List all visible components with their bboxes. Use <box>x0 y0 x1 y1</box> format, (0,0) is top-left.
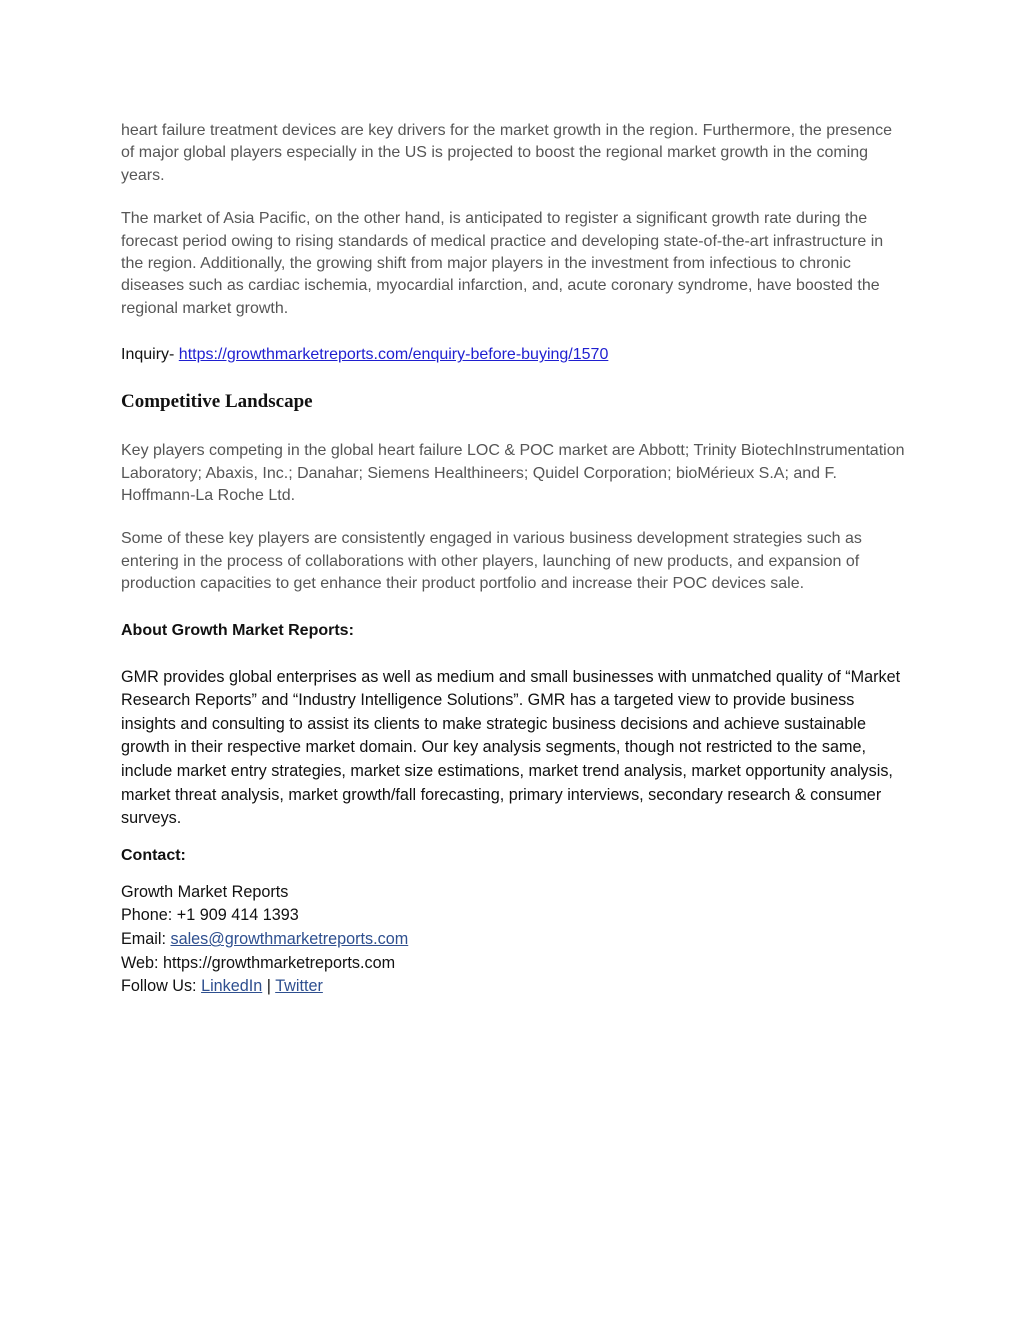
contact-web: Web: https://growthmarketreports.com <box>121 953 396 972</box>
document-page <box>121 120 906 999</box>
paragraph-market-drivers: heart failure treatment devices are key drivers for the market growth in the region. Furthermore, the presence of major global players especially in the US is projected to boost the regional market growth in the coming years. <box>121 122 893 184</box>
follow-label: Follow Us: <box>121 977 202 996</box>
link-separator: | <box>262 977 276 996</box>
about-heading: About Growth Market Reports: <box>121 621 354 639</box>
email-label: Email: <box>121 930 171 949</box>
email-link[interactable]: sales@growthmarketreports.com <box>170 930 409 949</box>
paragraph-about-gmr: GMR provides global enterprises as well as medium and small businesses with unmatched quality of “Market Research Reports” and “Industry Intelligence Solutions”. GMR has a targeted view to provide business insights and consulting to assist its clients to make strategic business decisions and achieve sustainable growth in their respective market domain. Our key analysis segments, though not restricted to the same, include market entry strategies, market size estimations, market trend analysis, market opportunity analysis, market threat analysis, market growth/fall forecasting, primary interviews, secondary research & consumer surveys. <box>121 667 901 828</box>
contact-email-line <box>121 928 906 952</box>
inquiry-line <box>121 344 906 366</box>
inquiry-link[interactable]: https://growthmarketreports.com/enquiry-before-buying/1570 <box>178 346 609 364</box>
contact-phone: Phone: +1 909 414 1393 <box>121 906 299 925</box>
linkedin-link[interactable]: LinkedIn <box>201 977 263 996</box>
twitter-link[interactable]: Twitter <box>275 977 323 996</box>
inquiry-label: Inquiry- <box>121 346 179 364</box>
paragraph-strategies: Some of these key players are consistently engaged in various business development strategies such as entering in the process of collaborations with other players, launching of new products, and expansion of production capacities to get enhance their product portfolio and increase their POC devices sale. <box>121 530 862 593</box>
paragraph-key-players: Key players competing in the global heart failure LOC & POC market are Abbott; Trinity BiotechInstrumentation Laboratory; Abaxis, Inc.; Danahar; Siemens Healthineers; Quidel Corporation; bioMérieux S.A; and F. Hoffmann-La Roche Ltd. <box>121 442 905 505</box>
competitive-landscape-heading: Competitive Landscape <box>121 391 313 413</box>
contact-heading: Contact: <box>121 846 186 864</box>
contact-company: Growth Market Reports <box>121 882 289 901</box>
contact-block <box>121 881 906 999</box>
paragraph-asia-pacific: The market of Asia Pacific, on the other hand, is anticipated to register a significant growth rate during the forecast period owing to rising standards of medical practice and developing state-of-the-art infrastructure in the region. Additionally, the growing shift from major players in the investment from infectious to chronic diseases such as cardiac ischemia, myocardial infarction, and, acute coronary syndrome, have boosted the regional market growth. <box>121 210 884 317</box>
contact-follow-line <box>121 975 906 999</box>
